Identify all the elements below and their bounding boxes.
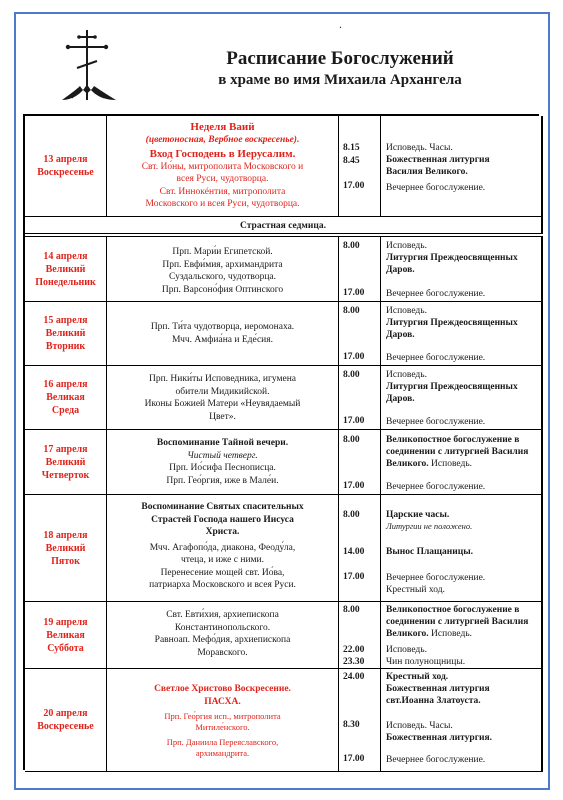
service-time: 8.00 xyxy=(343,435,360,445)
service-time: 8.00 xyxy=(343,241,360,251)
saints-cell xyxy=(107,366,339,429)
saint-line: Свт. Ио́ны, митрополита Московского и xyxy=(141,161,304,172)
service-line: Великого. xyxy=(386,459,429,469)
services-cell xyxy=(381,495,543,601)
orthodox-cross-icon xyxy=(60,28,120,109)
service-line: Вечернее богослужение. xyxy=(386,482,486,492)
saint-line: Страстей Господа нашего Иисуса xyxy=(151,514,294,525)
service-time: 22.00 xyxy=(343,645,365,655)
service-line: Исповедь. Часы. xyxy=(386,143,453,153)
service-line: Исповедь. xyxy=(386,370,427,380)
date-weekday: Среда xyxy=(51,405,80,416)
service-time: 23.30 xyxy=(343,657,365,667)
service-line: Даров. xyxy=(386,330,415,340)
date-cell xyxy=(25,669,107,771)
service-line: Даров. xyxy=(386,394,415,404)
service-time: 17.00 xyxy=(343,352,365,362)
saint-line: Христа. xyxy=(205,527,240,537)
service-line: Василия Великого. xyxy=(386,167,468,177)
saint-line: Московского и всея Руси, чудотворца. xyxy=(145,199,300,209)
service-line: Исповедь. xyxy=(431,459,473,469)
saint-line: Суздальского, чудотворца. xyxy=(168,272,277,282)
service-line: Вечернее богослужение. xyxy=(386,289,486,299)
feast-name: Неделя Ваий xyxy=(190,121,255,133)
date-day: 18 апреля xyxy=(43,529,88,541)
service-line: Вечернее богослужение. xyxy=(386,573,486,583)
services-cell xyxy=(381,669,543,771)
saint-line: Прп. Гео́ргия, иже в Мале́и. xyxy=(166,475,279,486)
date-day: 13 апреля xyxy=(43,154,88,165)
table-row xyxy=(25,366,543,430)
date-weekday: Четверток xyxy=(41,469,90,481)
date-cell xyxy=(25,116,107,216)
date-weekday: Великий xyxy=(45,263,86,275)
service-note: Литургии не положено. xyxy=(386,521,473,531)
feast-title: ПАСХА. xyxy=(204,696,241,707)
time-cell xyxy=(339,669,381,771)
service-line: Исповедь. xyxy=(386,306,427,316)
date-weekday: Вторник xyxy=(45,341,86,352)
saint-line: чтеца, и иже с ними. xyxy=(181,555,264,565)
saint-line: Свт. Евти́хия, архиепископа xyxy=(166,610,279,620)
service-time: 17.00 xyxy=(343,288,365,298)
time-cell xyxy=(339,430,381,494)
feast-subtitle: (цветоносная, Вербное воскресенье). xyxy=(145,135,300,145)
date-weekday: Великий xyxy=(45,542,86,554)
saint-line: Прп. Мари́и Египетской. xyxy=(172,247,273,257)
service-line: Исповедь. xyxy=(386,241,427,251)
service-line: Великопостное богослужение в xyxy=(386,605,520,615)
service-line: соединении с литургией Василия xyxy=(386,617,529,627)
table-row xyxy=(25,669,543,772)
date-cell xyxy=(25,602,107,668)
date-weekday: Воскресенье xyxy=(37,167,94,178)
time-cell xyxy=(339,302,381,365)
date-cell xyxy=(25,495,107,601)
date-day: 14 апреля xyxy=(43,250,88,262)
service-line: Чин полунощницы. xyxy=(386,657,466,667)
services-cell xyxy=(381,237,543,301)
date-day: 20 апреля xyxy=(43,708,88,719)
date-weekday: Пяток xyxy=(51,555,80,567)
header-dot: . xyxy=(339,17,342,31)
date-cell xyxy=(25,366,107,429)
service-line: Даров. xyxy=(386,265,415,275)
service-time: 8.00 xyxy=(343,370,360,380)
saint-line: Равноап. Мефо́дия, архиепископа xyxy=(154,635,291,645)
saint-line: Прп. Ники́ты Исповедника, игумена xyxy=(148,374,296,384)
saint-line: Мчч. Агафопо́да, диакона, Феоду́ла, xyxy=(149,542,296,553)
date-cell xyxy=(25,237,107,301)
table-row xyxy=(25,495,543,602)
date-weekday: Понедельник xyxy=(35,276,96,288)
service-line: свт.Иоанна Златоуста. xyxy=(386,696,481,706)
service-line: Исповедь. xyxy=(431,629,473,639)
service-line: Вечернее богослужение. xyxy=(386,417,486,427)
saint-line: Митиле́нского. xyxy=(195,722,250,732)
date-weekday: Великий xyxy=(45,328,86,339)
table-row xyxy=(25,302,543,366)
saint-line: Свт. Иннокéнтия, митрополита xyxy=(159,186,286,197)
date-weekday: Великая xyxy=(46,392,85,403)
saint-line: Прп. Ио́сифа Песнописца. xyxy=(169,463,276,473)
table-row xyxy=(25,237,543,302)
services-cell xyxy=(381,366,543,429)
time-cell xyxy=(339,602,381,668)
date-cell xyxy=(25,302,107,365)
saint-line: Перенесение мощей свт. Ио́ва, xyxy=(160,567,285,578)
service-line: соединении с литургией Василия xyxy=(386,447,529,457)
saint-line: Чистый четверг. xyxy=(187,450,258,461)
table-row xyxy=(25,430,543,495)
date-day: 19 апреля xyxy=(43,616,88,628)
services-cell xyxy=(381,430,543,494)
service-time: 17.00 xyxy=(343,572,365,582)
saint-line: Воспоминание Тайной вечери. xyxy=(156,438,289,448)
service-line: Крестный ход. xyxy=(386,585,445,595)
saint-line: Иконы Божией Матери «Неувядаемый xyxy=(144,399,301,409)
service-line: Вечернее богослужение. xyxy=(386,755,486,765)
service-line: Исповедь. xyxy=(386,645,427,655)
service-time: 17.00 xyxy=(343,481,365,491)
time-cell xyxy=(339,495,381,601)
saint-line: всея Руси, чудотворца. xyxy=(176,174,269,184)
service-line: Царские часы. xyxy=(386,510,450,520)
saint-line: Моравского. xyxy=(197,647,248,658)
saints-cell xyxy=(107,669,339,771)
service-line: Крестный ход. xyxy=(386,672,449,682)
service-line: Вечернее богослужение. xyxy=(386,353,486,363)
saint-line: Прп. Даниила Переяславского, xyxy=(166,737,279,747)
service-line: Литургия Преждеосвященных xyxy=(386,382,518,392)
service-time: 17.00 xyxy=(343,754,365,764)
saint-line: обители Мидикийской. xyxy=(175,386,270,397)
service-line: Божественная литургия. xyxy=(386,733,493,743)
holy-week-label: Страстная седмица. xyxy=(25,217,543,233)
saint-line: Прп. Евфи́мия, архимандрита xyxy=(162,259,283,270)
service-line: Вечернее богослужение. xyxy=(386,183,486,193)
service-line: Великопостное богослужение в xyxy=(386,435,520,445)
service-time: 8.00 xyxy=(343,605,360,615)
saints-cell xyxy=(107,602,339,668)
time-cell xyxy=(339,237,381,301)
service-time: 8.15 xyxy=(343,143,360,153)
date-day: 17 апреля xyxy=(43,443,88,455)
saints-cell xyxy=(107,430,339,494)
saint-line: Цвет». xyxy=(209,411,236,422)
service-line: Литургия Преждеосвященных xyxy=(386,318,518,328)
saints-cell xyxy=(107,237,339,301)
time-cell xyxy=(339,116,381,216)
service-time: 17.00 xyxy=(343,181,365,191)
saint-line: патриарха Московского и всея Руси. xyxy=(149,580,296,590)
date-weekday: Суббота xyxy=(47,642,84,654)
services-cell xyxy=(381,302,543,365)
page-subtitle: в храме во имя Михаила Архангела xyxy=(218,72,462,88)
date-day: 15 апреля xyxy=(43,315,88,326)
saint-line: Воспоминание Святых спасительных xyxy=(141,502,304,512)
service-time: 8.45 xyxy=(343,156,360,166)
service-line: Исповедь. Часы. xyxy=(386,721,453,731)
saint-line: Прп. Гео́ргия исп., митрополита xyxy=(164,711,281,721)
service-line: Божественная литургия xyxy=(386,155,490,165)
date-weekday: Великий xyxy=(45,456,86,468)
saint-line: Константинопольского. xyxy=(174,622,271,633)
table-row xyxy=(25,116,543,217)
schedule-table xyxy=(23,114,539,770)
date-weekday: Великая xyxy=(46,629,85,641)
date-day: 16 апреля xyxy=(43,379,88,390)
saints-cell xyxy=(107,495,339,601)
service-line: Литургия Преждеосвященных xyxy=(386,253,518,263)
page-title: Расписание Богослужений xyxy=(226,48,454,69)
saint-line: Мчч. Амфиа́на и Еде́сия. xyxy=(172,334,273,345)
feast-name: Светлое Христово Воскресение. xyxy=(154,684,291,694)
date-cell xyxy=(25,430,107,494)
services-cell xyxy=(381,602,543,668)
saint-line: Прп. Варсоно́фия Оптинского xyxy=(161,284,284,295)
service-time: 24.00 xyxy=(343,672,365,682)
service-time: 8.30 xyxy=(343,720,360,730)
service-time: 8.00 xyxy=(343,510,360,520)
service-line: Божественная литургия xyxy=(386,684,490,694)
date-weekday: Воскресенье xyxy=(37,721,94,732)
saints-cell xyxy=(107,302,339,365)
holy-week-row xyxy=(25,217,543,237)
service-time: 8.00 xyxy=(343,306,360,316)
saints-cell xyxy=(107,116,339,216)
service-time: 14.00 xyxy=(343,547,365,557)
services-cell xyxy=(381,116,543,216)
service-time: 17.00 xyxy=(343,416,365,426)
saint-line: Прп. Ти́та чудотворца, иеромонаха. xyxy=(150,322,295,332)
table-row xyxy=(25,602,543,669)
time-cell xyxy=(339,366,381,429)
service-line: Вынос Плащаницы. xyxy=(386,547,474,557)
service-line: Великого. xyxy=(386,629,429,639)
saint-line: архимандрита. xyxy=(195,748,250,758)
feast-title: Вход Господень в Иерусалим. xyxy=(149,147,296,160)
